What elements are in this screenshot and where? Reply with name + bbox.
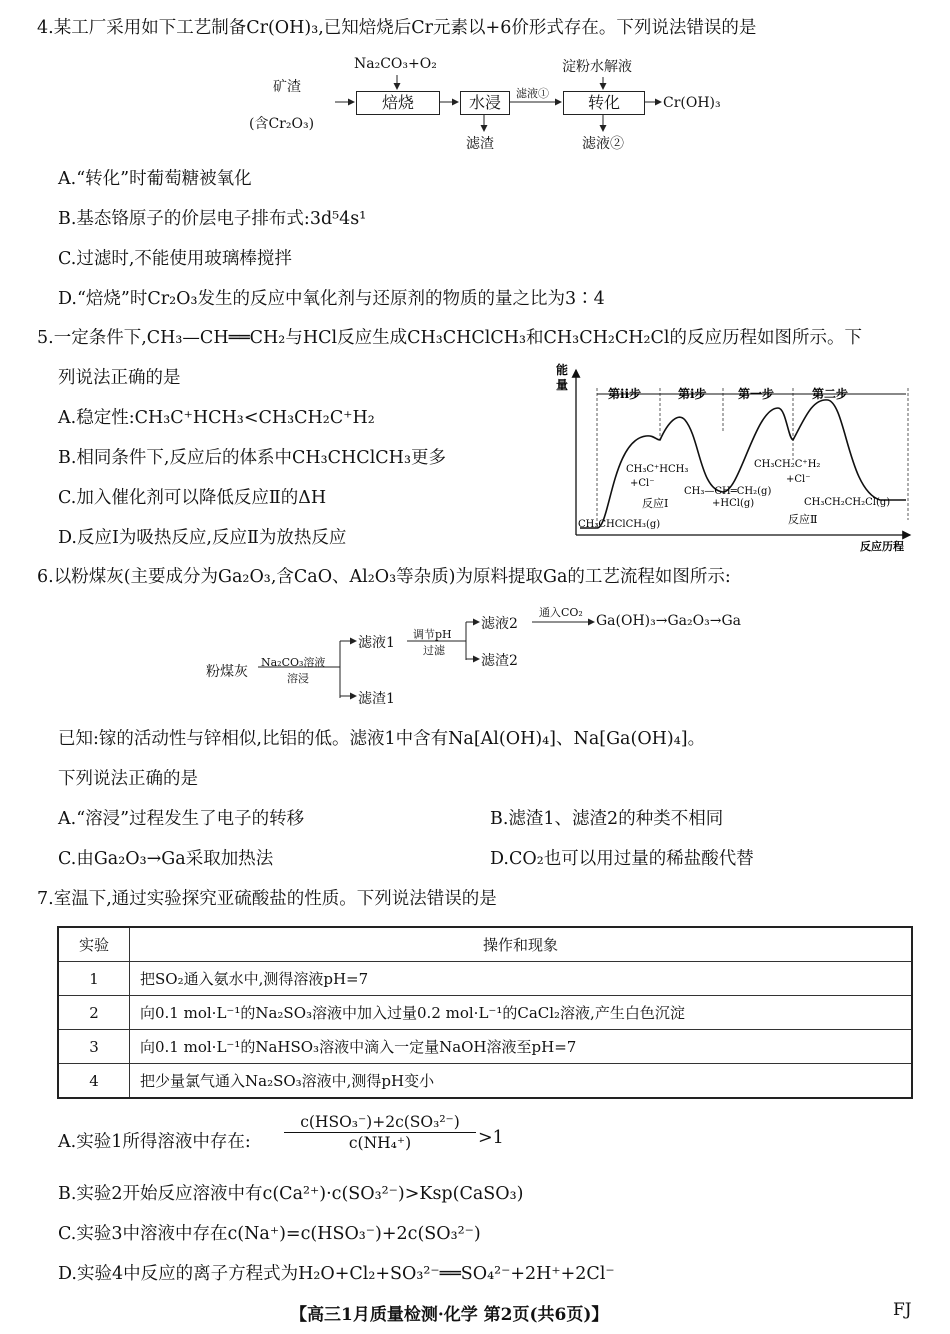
q6-flow-arrows [0, 590, 950, 710]
table-cell-num: 4 [58, 1064, 130, 1099]
table-row [58, 1064, 912, 1099]
intermediate-1a: CH₃C⁺HCH₃ [626, 464, 689, 475]
q6-ask: 下列说法正确的是 [58, 769, 198, 789]
footer-code: FJ [893, 1300, 912, 1320]
q6-filtrate1: 滤液1 [358, 635, 395, 651]
q5-option-d: D.反应Ⅰ为吸热反应,反应Ⅱ为放热反应 [58, 528, 347, 548]
q4-stem: 4.某工厂采用如下工艺制备Cr(OH)₃,已知焙烧后Cr元素以+6价形式存在。下列说法错误的是 [37, 18, 757, 38]
table-row [58, 962, 912, 996]
table-cell-desc: 把少量氯气通入Na₂SO₃溶液中,测得pH变小 [130, 1064, 913, 1099]
table-header-operation: 操作和现象 [130, 927, 913, 962]
intermediate-2a: CH₃CH₂C⁺H₂ [754, 459, 821, 470]
label-step-1: 第一步 [738, 387, 775, 401]
q6-raw: 粉煤灰 [206, 664, 248, 680]
fraction-numerator: c(HSO₃⁻)+2c(SO₃²⁻) [300, 1113, 460, 1131]
reactant-b: +HCl(g) [712, 498, 755, 509]
q4-step-convert: 转化 [563, 91, 645, 115]
q4-flow-arrows [0, 0, 950, 160]
q7-option-a-suffix: >1 [478, 1128, 504, 1148]
q6-leach-label: 溶浸 [287, 672, 309, 685]
q6-option-a: A.“溶浸”过程发生了电子的转移 [58, 809, 305, 829]
label-step-i: 第ⅰ步 [678, 387, 707, 401]
table-cell-desc: 向0.1 mol·L⁻¹的Na₂SO₃溶液中加入过量0.2 mol·L⁻¹的CaCl₂溶液,产生白色沉淀 [130, 996, 913, 1030]
q5-energy-diagram [550, 360, 920, 555]
reactant-a: CH₃—CH═CH₂(g) [684, 486, 772, 497]
table-cell-desc: 把SO₂通入氨水中,测得溶液pH=7 [130, 962, 913, 996]
table-cell-num: 2 [58, 996, 130, 1030]
intermediate-1b: +Cl⁻ [630, 478, 655, 489]
q6-stem: 6.以粉煤灰(主要成分为Ga₂O₃,含CaO、Al₂O₃等杂质)为原料提取Ga的工艺流程如图所示: [37, 567, 731, 587]
q4-option-d: D.“焙烧”时Cr₂O₃发生的反应中氧化剂与还原剂的物质的量之比为3∶4 [58, 289, 605, 309]
q4-raw-composition: (含Cr₂O₃) [249, 116, 315, 132]
q6-product-chain: Ga(OH)₃→Ga₂O₃→Ga [596, 613, 741, 629]
label-step-2: 第二步 [812, 387, 849, 401]
intermediate-2b: +Cl⁻ [786, 474, 811, 485]
q6-known: 已知:镓的活动性与锌相似,比铝的低。滤液1中含有Na[Al(OH)₄]、Na[Ga(OH)₄]。 [58, 729, 706, 749]
table-row [58, 1030, 912, 1064]
q4-reagent1: Na₂CO₃+O₂ [354, 56, 437, 72]
q7-option-d: D.实验4中反应的离子方程式为H₂O+Cl₂+SO₃²⁻══SO₄²⁻+2H⁺+2Cl⁻ [58, 1264, 615, 1284]
q7-stem: 7.室温下,通过实验探究亚硫酸盐的性质。下列说法错误的是 [37, 889, 497, 909]
q6-option-d: D.CO₂也可以用过量的稀盐酸代替 [490, 849, 754, 869]
table-cell-num: 3 [58, 1030, 130, 1064]
table-header-exp: 实验 [58, 927, 130, 962]
energy-axis-label-2: 量 [556, 378, 569, 392]
q6-co2: 通入CO₂ [539, 606, 583, 619]
q5-option-a: A.稳定性:CH₃C⁺HCH₃<CH₃CH₂C⁺H₂ [58, 408, 375, 428]
page-footer: 【高三1月质量检测·化学 第2页(共6页)】 [290, 1305, 609, 1325]
product-1: CH₃CHClCH₃(g) [578, 519, 661, 530]
q4-raw-label: 矿渣 [273, 79, 301, 95]
label-step-ii: 第ⅱ步 [608, 387, 642, 401]
q6-filter: 过滤 [423, 644, 445, 657]
q7-experiment-table [57, 926, 913, 1099]
table-cell-num: 1 [58, 962, 130, 996]
q4-product: Cr(OH)₃ [663, 95, 721, 111]
q5-option-b: B.相同条件下,反应后的体系中CH₃CHClCH₃更多 [58, 448, 446, 468]
q7-option-a-fraction [284, 1113, 476, 1152]
reaction-2-label: 反应Ⅱ [788, 513, 818, 526]
q5-stem-line1: 5.一定条件下,CH₃—CH══CH₂与HCl反应生成CH₃CHClCH₃和CH₃CH₂CH₂Cl的反应历程如图所示。下 [37, 328, 863, 348]
q6-adjust-ph: 调节pH [413, 628, 452, 641]
q4-residue: 滤渣 [466, 136, 494, 152]
fraction-denominator: c(NH₄⁺) [348, 1134, 412, 1152]
q7-option-a-prefix: A.实验1所得溶液中存在: [58, 1132, 251, 1152]
q6-filtrate2: 滤液2 [481, 616, 518, 632]
q6-residue1: 滤渣1 [358, 691, 395, 707]
q6-leach-reagent: Na₂CO₃溶液 [261, 656, 326, 669]
x-axis-label: 反应历程 [860, 540, 904, 553]
q4-step-leach: 水浸 [460, 91, 510, 115]
q7-option-c: C.实验3中溶液中存在c(Na⁺)=c(HSO₃⁻)+2c(SO₃²⁻) [58, 1224, 481, 1244]
q6-option-b: B.滤渣1、滤渣2的种类不相同 [490, 809, 724, 829]
reaction-1-label: 反应Ⅰ [642, 497, 669, 510]
q6-residue2: 滤渣2 [481, 653, 518, 669]
table-cell-desc: 向0.1 mol·L⁻¹的NaHSO₃溶液中滴入一定量NaOH溶液至pH=7 [130, 1030, 913, 1064]
q4-filtrate2: 滤液② [582, 136, 624, 152]
q4-reagent2: 淀粉水解液 [562, 59, 632, 75]
q6-option-c: C.由Ga₂O₃→Ga采取加热法 [58, 849, 274, 869]
q5-option-c: C.加入催化剂可以降低反应Ⅱ的ΔH [58, 488, 327, 508]
q4-option-b: B.基态铬原子的价层电子排布式:3d⁵4s¹ [58, 209, 367, 229]
q7-option-b: B.实验2开始反应溶液中有c(Ca²⁺)·c(SO₃²⁻)>Ksp(CaSO₃) [58, 1184, 524, 1204]
table-header-row [58, 927, 912, 962]
q4-filtrate1: 滤液① [516, 87, 549, 100]
energy-axis-label-1: 能 [556, 363, 569, 377]
q4-option-c: C.过滤时,不能使用玻璃棒搅拌 [58, 249, 292, 269]
q4-option-a: A.“转化”时葡萄糖被氧化 [58, 169, 252, 189]
q5-stem-line2: 列说法正确的是 [58, 368, 181, 388]
product-2: CH₃CH₂CH₂Cl(g) [804, 497, 891, 508]
q4-step-roast: 焙烧 [356, 91, 440, 115]
table-row [58, 996, 912, 1030]
